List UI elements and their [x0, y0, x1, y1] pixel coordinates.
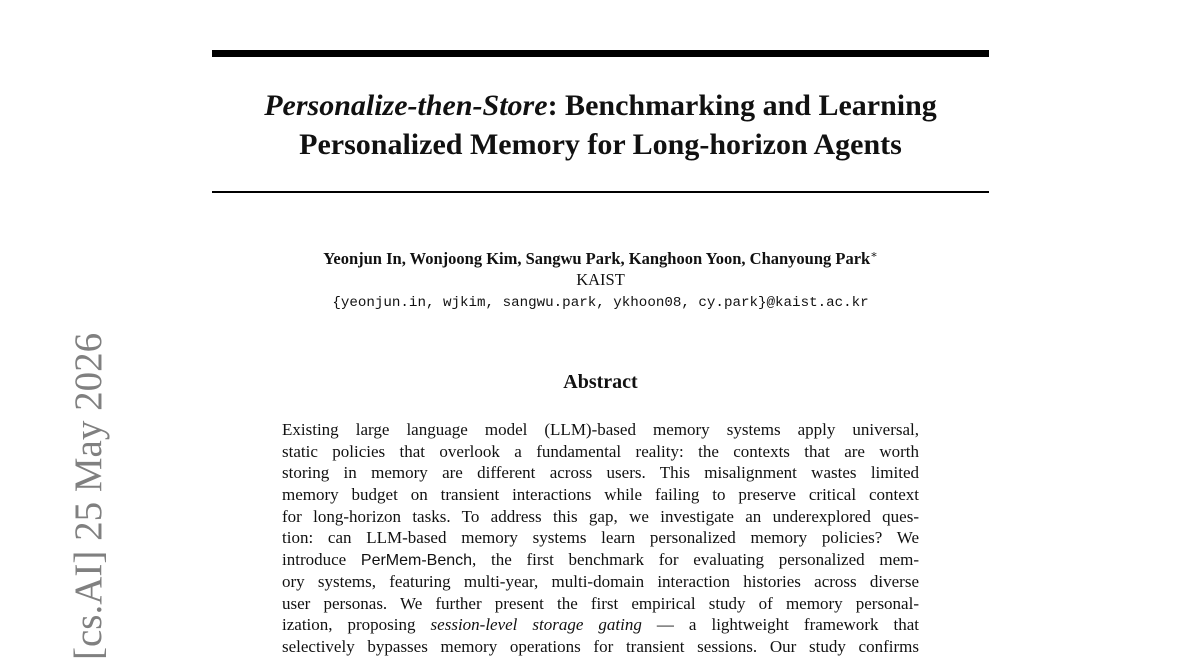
abstract-line: storing in memory are different across users. This misalignment wastes limited: [282, 463, 919, 483]
abstract-line: [282, 549, 919, 571]
author-list: [212, 249, 989, 269]
title-line2: Personalized Memory for Long-horizon Agents: [299, 128, 902, 161]
title-bottom-rule: [212, 191, 989, 193]
title-top-rule: [212, 50, 989, 57]
abstract-line: memory budget on transient interactions while failing to preserve critical context: [282, 485, 919, 505]
author-names: Yeonjun In, Wonjoong Kim, Sangwu Park, Kanghoon Yoon, Chanyoung Park: [323, 249, 871, 268]
abstract-line: user personas. We further present the first empirical study of memory personal-: [282, 593, 919, 613]
abstract-line: tion: can LLM-based memory systems learn personalized memory policies? We: [282, 528, 919, 548]
abstract-line: static policies that overlook a fundamental reality: the contexts that are worth: [282, 441, 919, 461]
title-italic-part: Personalize-then-Store: [264, 89, 548, 122]
title-rest-line1: : Benchmarking and Learning: [547, 89, 937, 122]
abstract-body: [282, 419, 919, 658]
method-name: session-level storage gating: [430, 615, 642, 635]
corresponding-author-mark: ∗: [870, 249, 878, 261]
line10-post: — a lightweight framework that: [641, 615, 920, 635]
arxiv-side-stamp: [cs.AI] 25 May 2026: [67, 332, 110, 660]
author-emails: {yeonjun.in, wjkim, sangwu.park, ykhoon08, cy.park}@kaist.ac.kr: [332, 295, 869, 311]
line7-pre: introduce: [282, 550, 361, 570]
line7-post: , the first benchmark for evaluating personalized mem-: [472, 550, 919, 570]
benchmark-name: PerMem-Bench: [360, 552, 473, 570]
abstract-line: [282, 614, 919, 636]
abstract-heading: Abstract: [563, 371, 638, 393]
abstract-line: ory systems, featuring multi-year, multi-domain interaction histories across diverse: [282, 571, 919, 591]
abstract-line: Existing large language model (LLM)-based memory systems apply universal,: [282, 420, 919, 439]
affiliation: KAIST: [576, 270, 625, 289]
abstract-line: for long-horizon tasks. To address this gap, we investigate an underexplored ques-: [282, 506, 919, 526]
paper-title: [212, 86, 989, 164]
abstract-line: selectively bypasses memory operations for transient sessions. Our study confirms: [282, 636, 919, 656]
line10-pre: ization, proposing: [282, 615, 431, 635]
